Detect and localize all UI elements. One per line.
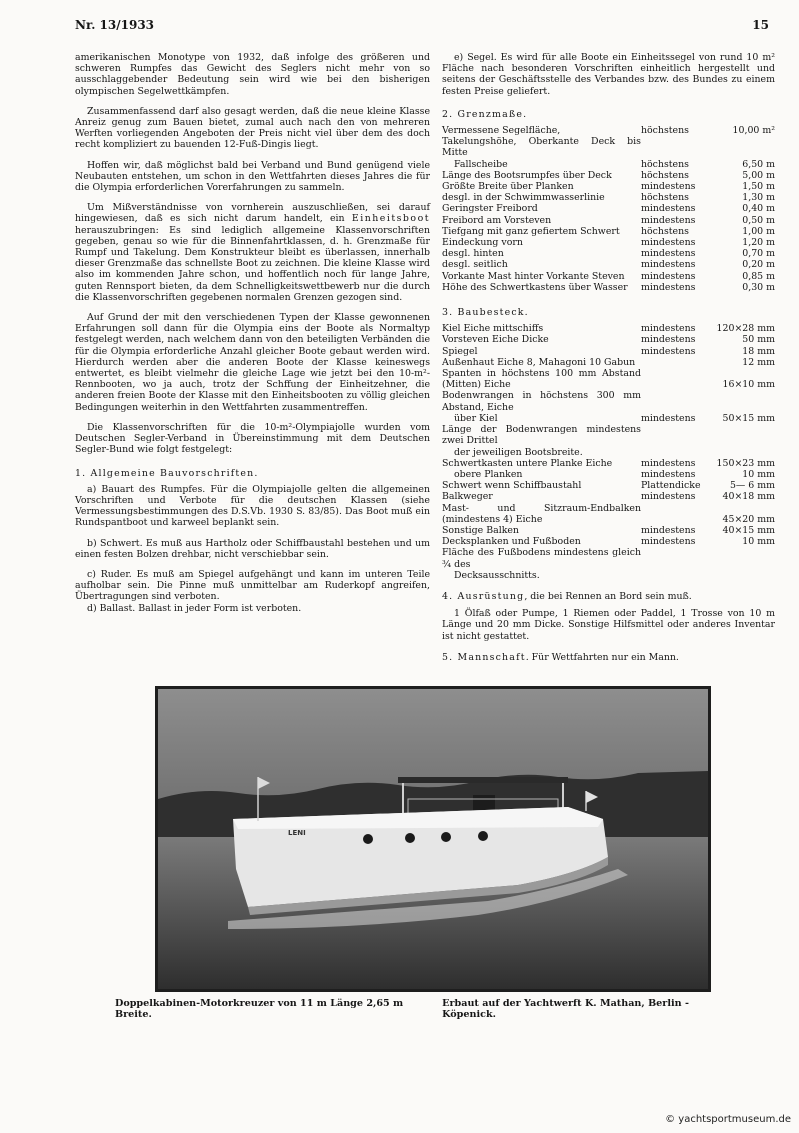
cell-label: Decksplanken und Fußboden <box>442 536 581 548</box>
cell-qual <box>641 368 705 390</box>
cell-label: über Kiel <box>454 412 498 424</box>
ausruestung-text: 1 Ölfaß oder Pumpe, 1 Riemen oder Paddel, 1 Trosse von 10 m Länge und 20 mm Dicke. Sonstige Hilfsmittel oder anderes Inventar ist nicht gestattet. <box>442 608 775 642</box>
paragraph: Zusammenfassend darf also gesagt werden, daß die neue kleine Klasse Anreiz genug zum Bauen bietet, zumal auch nach den von mehreren Werften vorliegenden Angeboten der Preis nicht viel über dem des doch recht kompliziert zu bauenden 12-Fuß-Dingis liegt. <box>75 105 430 151</box>
cell-value: 50 mm <box>742 334 775 346</box>
table-row <box>442 525 775 536</box>
table-row <box>442 390 775 412</box>
right-column <box>442 52 775 669</box>
cell-qual: mindestens <box>641 237 696 249</box>
cell-value: 18 mm <box>742 345 775 357</box>
table-row <box>442 491 775 502</box>
rule-d: d) Ballast. Ballast in jeder Form ist verboten. <box>87 602 302 614</box>
cell-qual: Plattendicke <box>641 480 701 492</box>
cell-value: 1,50 m <box>742 181 775 193</box>
cell-label: Vorkante Mast hinter Vorkante Steven <box>442 270 625 282</box>
cell-label: obere Planken <box>454 468 523 480</box>
cell-label: Takelungshöhe, Oberkante Deck bis Mitte <box>442 136 641 159</box>
cell-qual: höchstens <box>641 158 689 170</box>
paragraph: amerikanischen Monotype von 1932, daß infolge des größeren und schweren Rumpfes das Gewicht des Seglers nicht mehr von so ausschlaggebender Bedeutung sein wird wie bei den bisherigen olympischen Segelwettkämpfen. <box>75 52 430 97</box>
photo-caption <box>115 998 745 1020</box>
cell-value: 40×18 mm <box>722 491 775 503</box>
cell-label: Außenhaut Eiche 8, Mahagoni 10 Gabun <box>442 356 636 368</box>
cell-value: 0,40 m <box>742 203 775 215</box>
table-row <box>442 547 775 569</box>
cell-label: Länge des Bootsrumpfes über Deck <box>442 169 612 181</box>
cell-qual: mindestens <box>641 524 696 536</box>
cell-value: 0,70 m <box>742 248 775 260</box>
cell-label: Geringster Freibord <box>442 203 538 215</box>
cell-qual: höchstens <box>641 225 689 237</box>
cell-value: 10,00 m² <box>732 125 775 137</box>
section-4-rest: , die bei Rennen an Bord sein muß. <box>524 590 692 602</box>
cell-label: Bodenwrangen in höchstens 300 mm Abstand, Eiche <box>442 390 641 413</box>
cell-value <box>705 570 775 581</box>
cell-label: Spiegel <box>442 345 478 357</box>
table-row <box>442 447 775 458</box>
emphasis-einheitsboot: Einheitsboot <box>351 213 430 225</box>
table-row <box>442 480 775 491</box>
cell-value: 5,00 m <box>742 169 775 181</box>
cell-qual: mindestens <box>641 412 696 424</box>
cell-qual: mindestens <box>641 468 696 480</box>
table-row <box>442 259 775 270</box>
cell-qual: mindestens <box>641 270 696 282</box>
cell-label: desgl. hinten <box>442 248 504 260</box>
cell-label: Fläche des Fußbodens mindestens gleich ¾ des <box>442 547 641 570</box>
section-heading-3: 3. Baubesteck. <box>442 307 529 319</box>
cell-value: 5— 6 mm <box>729 480 775 492</box>
table-row <box>442 203 775 214</box>
boat-name-label: LENI <box>288 829 306 837</box>
table-row <box>442 413 775 424</box>
rule-b: b) Schwert. Es muß aus Hartholz oder Schiffbaustahl bestehen und um einen festen Bolzen drehbar, nicht verschiebbar sein. <box>75 537 430 560</box>
paragraph-text: Um Mißverständnisse von vornherein auszuschließen, sei darauf hingewiesen, daß es sich nicht darum handelt, ein <box>75 202 430 225</box>
table-row <box>442 469 775 480</box>
table-row <box>442 323 775 334</box>
cell-value: 10 mm <box>742 536 775 548</box>
cell-qual <box>641 136 705 158</box>
cell-qual: höchstens <box>641 125 689 137</box>
paragraph: Hoffen wir, daß möglichst bald bei Verband und Bund genügend viele Neubauten entstehen, um schon in den Wettfahrten dieses Jahres die für die Olympia erforderlichen Vorerfahrungen zu sammeln. <box>75 159 430 194</box>
cell-label: Vorsteven Eiche Dicke <box>442 334 549 346</box>
cell-value <box>705 136 775 158</box>
cell-label: Balkweger <box>442 491 493 503</box>
table-row <box>442 181 775 192</box>
cell-label: desgl. in der Schwimmwasserlinie <box>442 192 605 204</box>
cell-value <box>705 547 775 569</box>
cell-qual: mindestens <box>641 248 696 260</box>
cell-label: Sonstige Balken <box>442 524 519 536</box>
cell-value: 120×28 mm <box>716 323 775 335</box>
cell-label: der jeweiligen Bootsbreite. <box>454 446 583 458</box>
boat-photo <box>155 686 711 992</box>
caption-right: Erbaut auf der Yachtwerft K. Mathan, Berlin - Köpenick. <box>442 998 689 1020</box>
table-row <box>442 125 775 136</box>
left-column <box>75 52 430 623</box>
cell-qual: mindestens <box>641 323 696 335</box>
cell-value: 45×20 mm <box>722 513 775 525</box>
cell-qual <box>641 357 705 368</box>
table-row <box>442 334 775 345</box>
cell-label: Vermessene Segelfläche, <box>442 125 561 137</box>
cell-label: Schwert wenn Schiffbaustahl <box>442 480 582 492</box>
cell-label: Eindeckung vorn <box>442 237 523 249</box>
cell-qual <box>641 503 705 525</box>
cell-value: 6,50 m <box>742 158 775 170</box>
cell-qual: höchstens <box>641 169 689 181</box>
cell-value: 10 mm <box>742 468 775 480</box>
section-5-key: 5. Mannschaft <box>442 651 526 663</box>
cell-label: Kiel Eiche mittschiffs <box>442 323 544 335</box>
table-row <box>442 368 775 390</box>
table-row <box>442 424 775 446</box>
cell-value: 0,20 m <box>742 259 775 271</box>
paragraph <box>75 202 430 303</box>
table-row <box>442 192 775 203</box>
cell-qual: mindestens <box>641 334 696 346</box>
paragraph: Die Klassenvorschriften für die 10-m²-Olympiajolle wurden vom Deutschen Segler-Verband in Übereinstimmung mit dem Deutschen Segler-Bund wie folgt festgelegt: <box>75 421 430 456</box>
cell-qual <box>641 570 705 581</box>
table-row <box>442 503 775 525</box>
cell-value: 16×10 mm <box>722 379 775 391</box>
cell-value: 40×15 mm <box>722 524 775 536</box>
table-row <box>442 536 775 547</box>
cell-qual: höchstens <box>641 192 689 204</box>
table-row <box>442 271 775 282</box>
cell-label: Spanten in höchstens 100 mm Abstand (Mitten) Eiche <box>442 368 641 391</box>
cell-qual <box>641 424 705 446</box>
cell-label: Tiefgang mit ganz gefiertem Schwert <box>442 225 620 237</box>
table-row <box>442 170 775 181</box>
paragraph: Auf Grund der mit den verschiedenen Typen der Klasse gewonnenen Erfahrungen soll dann für die Olympia eins der Boote als Normaltyp festgelegt werden, nach welchem dann von den beteiligten Verbänden die für die Olympia erforderliche Anzahl gleicher Boote gebaut werden wird. Hierdurch werden aber die anderen Boote der Klasse keineswegs entwertet, es bleibt vielmehr die gleiche Lage wie jetzt bei den 10-m²-Rennbooten, wo ja auch, trotz der Schffung der Einheitzehner, die anderen freien Boote der Klasse mit den Einheitsbooten zu völlig gleichen Bedingungen weiterhin in den Wettfahrten zusammentreffen. <box>75 312 430 413</box>
table-row <box>442 346 775 357</box>
cell-value: 0,50 m <box>742 214 775 226</box>
table-row <box>442 237 775 248</box>
issue-number: Nr. 13/1933 <box>75 18 155 32</box>
table-row <box>442 458 775 469</box>
cell-label: Länge der Bodenwrangen mindestens zwei Drittel <box>442 424 641 447</box>
cell-value: 50×15 mm <box>722 412 775 424</box>
cell-qual: mindestens <box>641 345 696 357</box>
cell-qual: mindestens <box>641 491 696 503</box>
cell-value: 1,20 m <box>742 237 775 249</box>
table-row <box>442 357 775 368</box>
section-heading-4 <box>442 591 775 602</box>
section-4-key: 4. Ausrüstung <box>442 590 525 602</box>
rule-a: a) Bauart des Rumpfes. Für die Olympiajolle gelten die allgemeinen Vorschriften und Verbote für die deutschen Klassen (siehe Vermessungsbestimmungen des D.S.Vb. 1930 S. 83/85). Das Boot muß ein Rundspantboot und karweel beplankt sein. <box>75 483 430 529</box>
paragraph-text: herauszubringen: Es sind lediglich allgemeine Klassenvorschriften gegeben, genau so wie für die Binnenfahrtklassen, d. h. Grenzmaße für Rumpf und Takelung. Dem Konstrukteur bleibt es überlassen, innerhalb dieser Grenzmaße das schnellste Boot zu zeichnen. Die kleine Klasse wird also im kommenden Jahre schon, und hoffentlich noch für lange Jahre, guten Rennsport bieten, da dem Schnelligkeitswettbewerb nur die durch die Klassenvorschriften gegebenen normalen Grenzen gezogen sind. <box>75 224 430 303</box>
table-row <box>442 159 775 170</box>
cell-value: 0,30 m <box>742 281 775 293</box>
cell-value <box>705 447 775 458</box>
cell-value: 0,85 m <box>742 270 775 282</box>
cell-value: 1,00 m <box>742 225 775 237</box>
rule-c: c) Ruder. Es muß am Spiegel aufgehängt und kann im unteren Teile aufholbar sein. Die Pinne muß unmittelbar am Ruderkopf angreifen, Übertragungen sind verboten. <box>75 568 430 603</box>
cell-qual <box>641 390 705 412</box>
section-heading-2: 2. Grenzmaße. <box>442 108 528 120</box>
cell-label: Größte Breite über Planken <box>442 181 574 193</box>
cell-qual: mindestens <box>641 181 696 193</box>
cell-label: Fallscheibe <box>454 158 508 170</box>
cell-label: Höhe des Schwertkastens über Wasser <box>442 281 628 293</box>
cell-value: 1,30 m <box>742 192 775 204</box>
cell-label: Mast- und Sitzraum-Endbalken (mindestens 4) Eiche <box>442 502 641 525</box>
cell-qual <box>641 547 705 569</box>
cell-qual: mindestens <box>641 203 696 215</box>
rule-e: e) Segel. Es wird für alle Boote ein Einheitssegel von rund 10 m² Fläche nach besonderen Vorschriften einheitlich hergestellt und seitens der Geschäftsstelle des Verbandes bzw. des Bundes zu einem festen Preise geliefert. <box>442 52 775 97</box>
cell-value <box>705 390 775 412</box>
cell-label: Schwertkasten untere Planke Eiche <box>442 457 613 469</box>
caption-left: Doppelkabinen-Motorkreuzer von 11 m Länge 2,65 m Breite. <box>115 998 404 1020</box>
cell-value <box>705 424 775 446</box>
page-number: 15 <box>752 18 769 32</box>
table-row <box>442 136 775 158</box>
cell-label: Freibord am Vorsteven <box>442 214 552 226</box>
cell-label: Decksausschnitts. <box>454 569 540 581</box>
section-heading-5 <box>442 652 775 663</box>
watermark: © yachtsportmuseum.de <box>665 1114 791 1125</box>
table-row <box>442 248 775 259</box>
table-row <box>442 570 775 581</box>
cell-value: 12 mm <box>742 356 775 368</box>
cell-qual: mindestens <box>641 281 696 293</box>
cell-label: desgl. seitlich <box>442 259 508 271</box>
cell-qual <box>641 447 705 458</box>
cell-qual: mindestens <box>641 214 696 226</box>
table-row <box>442 215 775 226</box>
cell-qual: mindestens <box>641 259 696 271</box>
cell-qual: mindestens <box>641 457 696 469</box>
section-5-rest: . Für Wettfahrten nur ein Mann. <box>525 651 679 663</box>
baubesteck-table <box>442 323 775 581</box>
cell-qual: mindestens <box>641 536 696 548</box>
table-row <box>442 282 775 293</box>
cell-value: 150×23 mm <box>716 457 775 469</box>
grenzmasse-table <box>442 125 775 293</box>
table-row <box>442 226 775 237</box>
section-heading-1: 1. Allgemeine Bauvorschriften. <box>75 467 259 479</box>
